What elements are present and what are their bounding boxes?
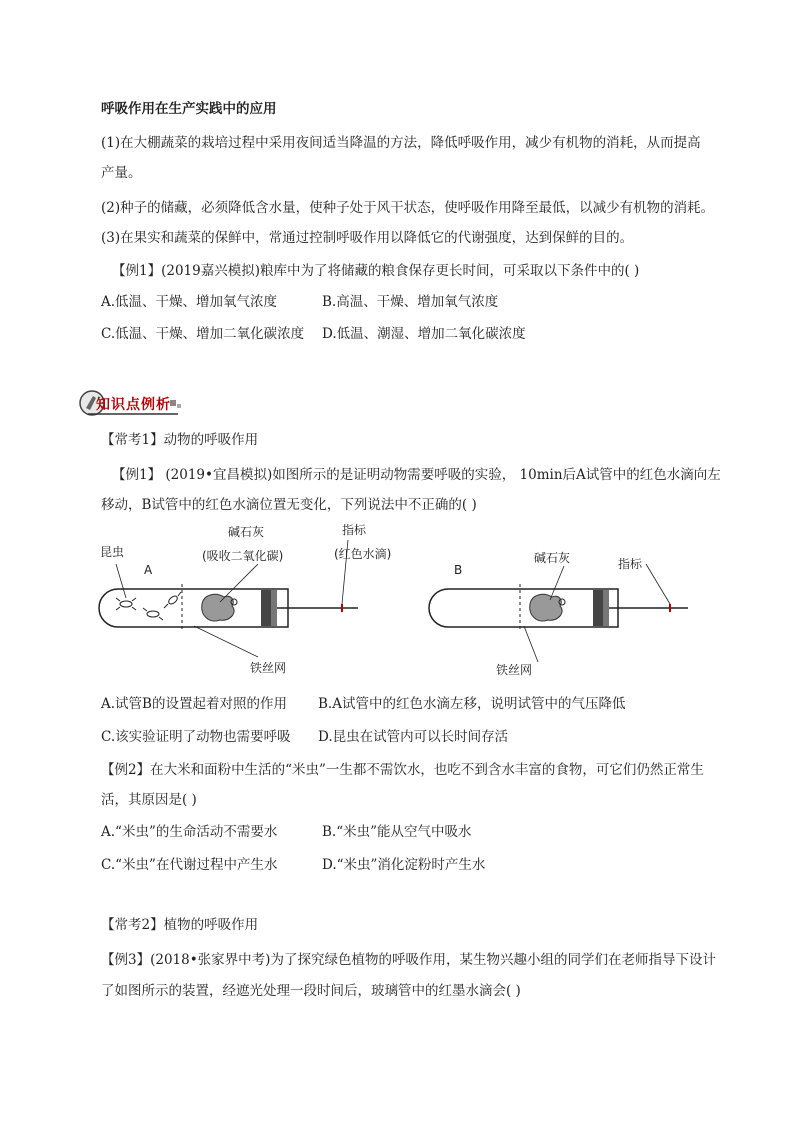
label-mesh: 铁丝网: [250, 661, 287, 675]
example-3-line-1: 【例3】(2018•张家界中考)为了探究绿色植物的呼吸作用，某生物兴趣小组的同学们在老师指导下设计: [101, 952, 716, 968]
topic-1-heading: 【常考1】动物的呼吸作用: [101, 432, 259, 448]
example-1-line-1: 【例1】 (2019•宜昌模拟)如图所示的是证明动物需要呼吸的实验， 10min后A试管中的红色水滴向左: [112, 467, 721, 483]
example-2-line-2: 活，其原因是( ): [101, 792, 197, 808]
example-0-option-a: A.低温、干燥、增加氧气浓度: [101, 294, 278, 310]
label-insect: 昆虫: [100, 545, 125, 559]
paragraph-1-line-2: 产量。: [101, 165, 142, 181]
soda-lime-b-icon: [530, 594, 562, 621]
example-1-line-2: 移动，B试管中的红色水滴位置无变化，下列说法中不正确的( ): [101, 497, 477, 513]
paragraph-3: (3)在果实和蔬菜的保鲜中，常通过控制呼吸作用以降低它的代谢强度，达到保鲜的目的。: [101, 230, 634, 246]
label-a: A: [144, 563, 153, 577]
example-1-option-a: A.试管B的设置起着对照的作用: [101, 696, 287, 712]
example-2-option-d: D.“米虫”消化淀粉时产生水: [322, 857, 486, 873]
example-2-option-a: A.“米虫”的生命活动不需要水: [101, 824, 278, 840]
example-2-option-c: C.“米虫”在代谢过程中产生水: [101, 857, 278, 873]
label-indicator: 指标: [342, 523, 367, 537]
example-3-line-2: 了如图所示的装置，经遮光处理一段时间后，玻璃管中的红墨水滴会( ): [101, 983, 521, 999]
soda-lime-icon: [202, 594, 234, 621]
label-soda-lime: 碱石灰: [228, 525, 265, 539]
label-absorb-co2: (吸收二氧化碳): [202, 549, 284, 563]
knowledge-banner: [78, 388, 178, 416]
tube-b: [429, 550, 688, 677]
paragraph-1-line-1: (1)在大棚蔬菜的栽培过程中采用夜间适当降温的方法，降低呼吸作用，减少有机物的消耗，从而提高: [101, 135, 701, 151]
label-mesh-b: 铁丝网: [496, 663, 533, 677]
example-0-question: 【例1】(2019嘉兴模拟)粮库中为了将储藏的粮食保存更长时间，可采取以下条件中的( ): [112, 263, 640, 279]
test-tube-experiment-figure: [98, 522, 698, 682]
tube-a: [99, 522, 391, 675]
label-b: B: [454, 563, 463, 577]
example-1-option-d: D.昆虫在试管内可以长时间存活: [318, 729, 509, 745]
example-0-option-d: D.低温、潮湿、增加二氧化碳浓度: [322, 326, 526, 342]
example-0-option-c: C.低温、干燥、增加二氧化碳浓度: [101, 326, 305, 342]
banner-title: 知识点例析: [96, 397, 171, 413]
label-red-drop: (红色水滴): [334, 547, 392, 561]
section-heading: 呼吸作用在生产实践中的应用: [101, 101, 277, 117]
example-1-option-b: B.A试管中的红色水滴左移，说明试管中的气压降低: [318, 696, 626, 712]
example-2-line-1: 【例2】在大米和面粉中生活的“米虫”一生都不需饮水，也吃不到含水丰富的食物，可它们仍然正常生: [101, 762, 704, 778]
example-1-option-c: C.该实验证明了动物也需要呼吸: [101, 729, 291, 745]
label-indicator-b: 指标: [618, 557, 643, 571]
example-0-option-b: B.高温、干燥、增加氧气浓度: [322, 294, 499, 310]
paragraph-2: (2)种子的储藏，必须降低含水量，使种子处于风干状态，使呼吸作用降至最低，以减少有机物的消耗。: [101, 200, 715, 216]
label-soda-lime-b: 碱石灰: [534, 551, 571, 565]
example-2-option-b: B.“米虫”能从空气中吸水: [322, 824, 472, 840]
topic-2-heading: 【常考2】植物的呼吸作用: [101, 917, 259, 933]
